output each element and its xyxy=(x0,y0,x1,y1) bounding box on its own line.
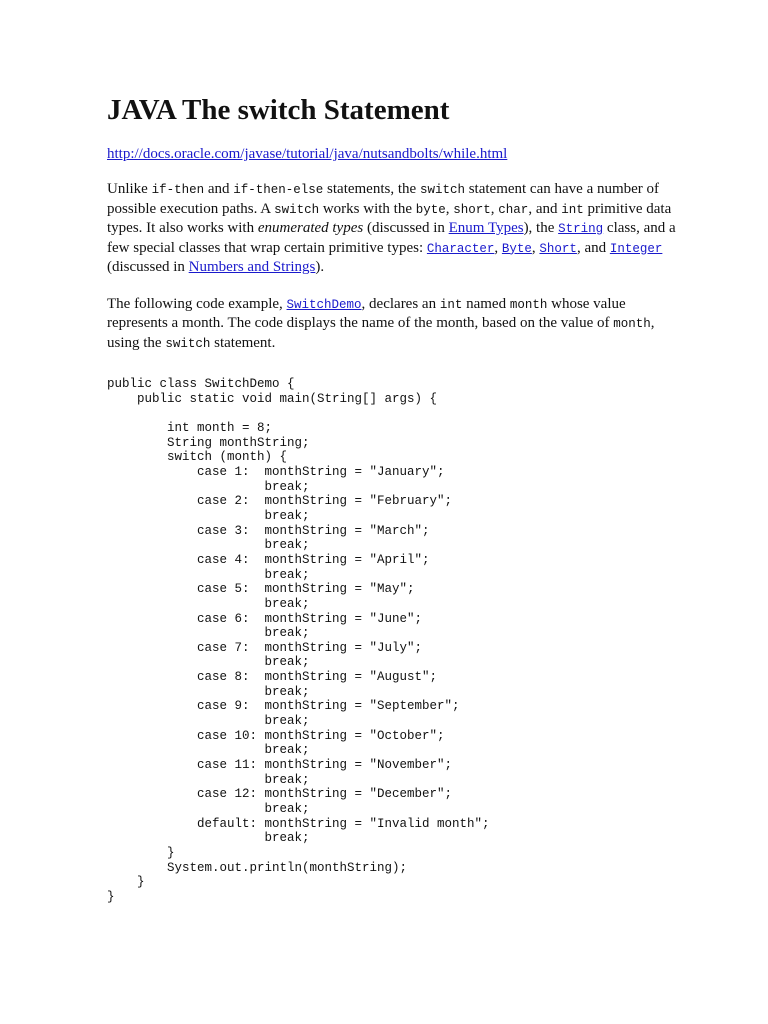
code-if-then-else: if-then-else xyxy=(233,183,324,197)
source-link[interactable]: http://docs.oracle.com/javase/tutorial/java/nutsandbolts/while.html xyxy=(107,146,508,162)
text: (discussed in xyxy=(363,220,449,236)
text: and xyxy=(204,181,234,197)
text: , declares an xyxy=(361,295,440,312)
code-month: month xyxy=(509,297,548,312)
link-switchdemo[interactable]: SwitchDemo xyxy=(286,297,362,312)
text: works with the xyxy=(319,200,416,217)
text: statement. xyxy=(210,334,276,351)
text: whose value represents a month. The code displays the name of the month, based on the value of xyxy=(107,295,626,331)
code-int: int xyxy=(439,297,463,312)
text: , and xyxy=(528,200,562,217)
emphasis-enumerated-types: enumerated types xyxy=(257,220,364,236)
code-short: short xyxy=(453,202,491,217)
link-byte[interactable]: Byte xyxy=(501,241,532,256)
link-numbers-and-strings[interactable]: Numbers and Strings xyxy=(188,259,316,275)
text: named xyxy=(462,295,510,312)
link-enum-types[interactable]: Enum Types xyxy=(448,220,524,236)
code-listing: public class SwitchDemo { public static void main(String[] args) { int month = 8; String monthString; switch (month) { case 1: monthString = "January"; break; case 2: monthString = "February"; break; case 3: monthString = "March"; break; case 4: monthString = "April"; break; case 5: monthString = "May"; break; case 6: monthString = "June"; break; case 7: monthString = "July"; break; case 8: monthString = "August"; break; case 9: monthString = "September"; break; case 10: monthString = "October"; break; case 11: monthString = "November"; break; case 12: monthString = "December"; break; default: monthString = "Invalid month"; break; } System.out.println(monthString); } } xyxy=(107,377,490,904)
link-string[interactable]: String xyxy=(558,222,604,236)
text: The following code example, xyxy=(107,295,287,312)
example-paragraph xyxy=(107,295,687,354)
code-byte: byte xyxy=(415,202,446,217)
intro-paragraph xyxy=(107,180,687,277)
text: Unlike xyxy=(107,181,152,197)
page-title: JAVA The switch Statement xyxy=(107,94,450,126)
text: primitive data types. It also works with xyxy=(107,200,672,236)
text: , xyxy=(531,239,540,256)
text: , xyxy=(445,200,454,217)
text: ). xyxy=(315,259,325,275)
text: , xyxy=(494,239,502,256)
code-switch: switch xyxy=(419,183,465,197)
code-switch: switch xyxy=(165,336,211,351)
code-if-then: if-then xyxy=(151,183,205,197)
code-month: month xyxy=(613,317,651,331)
text: class, and a few special classes that wrap certain primitive types: xyxy=(107,220,676,256)
text: ), the xyxy=(523,220,559,236)
text: , using the xyxy=(107,315,655,351)
text: , and xyxy=(576,239,610,256)
code-char: char xyxy=(498,202,529,217)
text: , xyxy=(490,200,499,217)
code-switch: switch xyxy=(274,202,320,217)
document-body xyxy=(107,92,687,353)
link-integer[interactable]: Integer xyxy=(609,241,663,256)
text: (discussed in xyxy=(107,259,189,275)
link-character[interactable]: Character xyxy=(426,241,495,256)
text: statement can have a number of possible execution paths. A xyxy=(107,181,660,217)
code-int: int xyxy=(561,202,584,217)
text: statements, the xyxy=(323,181,420,197)
link-short[interactable]: Short xyxy=(539,241,577,256)
